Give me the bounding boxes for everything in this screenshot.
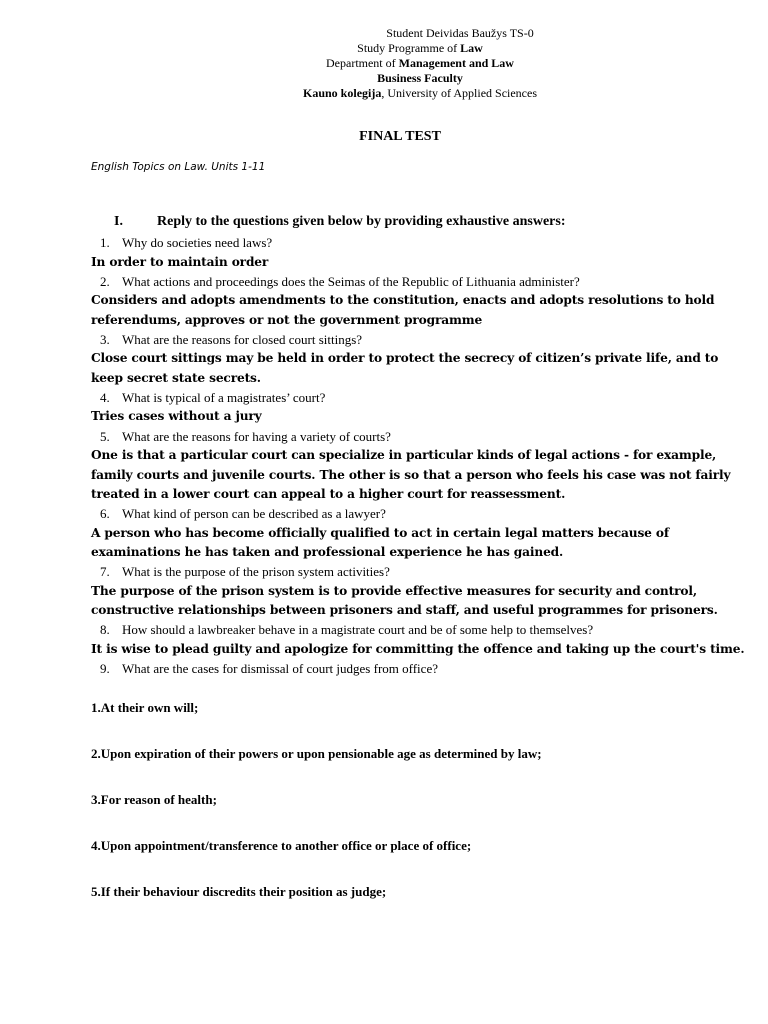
question-item: [91, 272, 731, 292]
answer-line: Tries cases without a jury: [91, 409, 262, 424]
study-programme: [180, 41, 660, 56]
institution-suffix: , University of Applied Sciences: [381, 86, 537, 100]
study-programme-label: Study Programme of: [357, 41, 461, 55]
question-item: [91, 659, 731, 679]
answer-line: It is wise to plead guilty and apologize for committing the offence and taking up the court's time.: [91, 641, 745, 656]
section-heading: [114, 214, 566, 230]
question-number: 7.: [100, 564, 110, 580]
question-item: [91, 388, 731, 408]
question-item: [91, 330, 731, 350]
institution-name: Kauno kolegija: [303, 86, 382, 100]
question-item: [91, 620, 731, 640]
answer-line: constructive relationships between prisoners and staff, and useful programmes for prisoners.: [91, 603, 718, 618]
institution: [180, 86, 660, 101]
question-number: 3.: [100, 331, 110, 347]
question-item: [91, 504, 731, 524]
answer-line: In order to maintain order: [91, 254, 269, 269]
student-name: Student Deividas Baužys TS-0: [386, 26, 534, 40]
department-value: Management and Law: [398, 56, 514, 70]
question-number: 9.: [100, 661, 110, 677]
dismissal-reason-item: 2.Upon expiration of their powers or upon pensionable age as determined by law;: [91, 746, 542, 761]
answer-line: Close court sittings may be held in order to protect the secrecy of citizen’s private life, and to: [91, 351, 719, 366]
question-text: What kind of person can be described as a lawyer?: [122, 506, 386, 522]
dismissal-reason-item: 5.If their behaviour discredits their position as judge;: [91, 884, 387, 899]
page-title: FINAL TEST: [359, 129, 441, 144]
question-text: How should a lawbreaker behave in a magistrate court and be of some help to themselves?: [122, 622, 594, 638]
question-text: What is typical of a magistrates’ court?: [122, 389, 326, 405]
answer-line: The purpose of the prison system is to provide effective measures for security and control,: [91, 583, 697, 598]
faculty: Business Faculty: [377, 71, 463, 85]
question-number: 8.: [100, 622, 110, 638]
department-label: Department of: [326, 56, 399, 70]
question-text: What is the purpose of the prison system activities?: [122, 564, 390, 580]
question-item: [91, 427, 731, 447]
answer-line: A person who has become officially qualified to act in certain legal matters because of: [91, 525, 669, 540]
dismissal-reason-item: 1.At their own will;: [91, 700, 199, 715]
question-number: 2.: [100, 273, 110, 289]
question-text: What are the reasons for having a variety of courts?: [122, 428, 391, 444]
question-text: What are the reasons for closed court sittings?: [122, 331, 363, 347]
question-text: Why do societies need laws?: [122, 235, 273, 250]
question-item: [91, 233, 731, 253]
dismissal-reason-item: 4.Upon appointment/transference to another office or place of office;: [91, 838, 472, 853]
section-number: I.: [114, 214, 123, 229]
answer-line: treated in a lower court can appeal to a higher court for reassessment.: [91, 486, 566, 501]
question-answer-list: [91, 233, 745, 679]
question-text: What are the cases for dismissal of court judges from office?: [122, 661, 438, 677]
answer-line: examinations he has taken and professional experience he has gained.: [91, 544, 564, 559]
answer-line: family courts and juvenile courts. The other is so that a person who feels his case was not fairly: [91, 467, 731, 482]
question-number: 5.: [100, 428, 110, 444]
document-header: [180, 26, 660, 101]
answer-line: Considers and adopts amendments to the constitution, enacts and adopts resolutions to hold: [91, 293, 715, 308]
question-number: 1.: [100, 235, 110, 250]
question-text: What actions and proceedings does the Seimas of the Republic of Lithuania administer?: [122, 273, 580, 289]
question-item: [91, 562, 731, 582]
answer-line: referendums, approves or not the government programme: [91, 312, 483, 327]
answer-line: keep secret state secrets.: [91, 370, 261, 385]
page-subtitle: English Topics on Law. Units 1-11: [91, 161, 266, 173]
question-number: 6.: [100, 506, 110, 522]
dismissal-reasons-list: [91, 698, 542, 928]
answer-line: One is that a particular court can specialize in particular kinds of legal actions - for example,: [91, 448, 717, 463]
department: [180, 56, 660, 71]
dismissal-reason-item: 3.For reason of health;: [91, 792, 217, 807]
question-number: 4.: [100, 389, 110, 405]
section-instruction: Reply to the questions given below by providing exhaustive answers:: [157, 214, 566, 229]
study-programme-value: Law: [460, 41, 483, 55]
